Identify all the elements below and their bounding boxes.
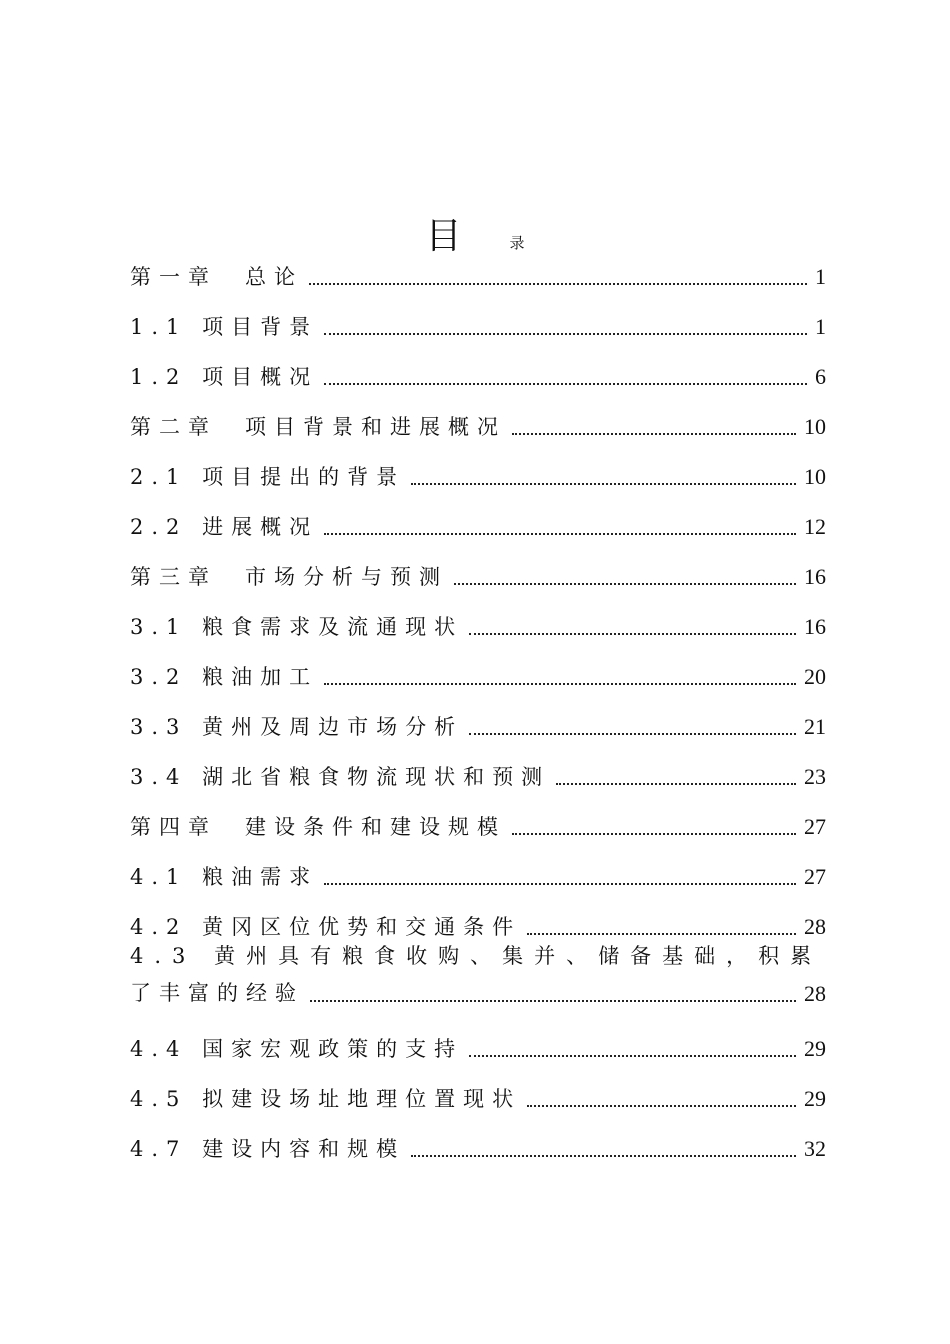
toc-entry[interactable] (130, 252, 826, 302)
toc-page-number: 21 (804, 714, 826, 739)
toc-entry-label: 4.2 黄冈区位优势和交通条件 (130, 915, 522, 939)
toc-page-number: 23 (804, 764, 826, 789)
toc-leader (324, 331, 807, 335)
toc-entry-label: 3.3 黄州及周边市场分析 (130, 715, 464, 739)
toc-leader (512, 431, 796, 435)
table-of-contents (130, 252, 826, 1174)
toc-leader (469, 731, 796, 735)
toc-page-number: 32 (804, 1136, 826, 1161)
toc-leader (454, 581, 796, 585)
toc-entry[interactable] (130, 302, 826, 352)
toc-page-number: 1 (815, 264, 826, 289)
toc-page-number: 12 (804, 514, 826, 539)
toc-entry-label: 2.1 项目提出的背景 (130, 465, 406, 489)
toc-entry[interactable] (130, 452, 826, 502)
toc-entry[interactable] (130, 552, 826, 602)
toc-leader (411, 481, 796, 485)
toc-leader (556, 781, 796, 785)
toc-entry-label: 4.1 粮油需求 (130, 865, 319, 889)
toc-leader (411, 1153, 796, 1157)
toc-page-number: 6 (815, 364, 826, 389)
toc-entry-label: 第一章 (130, 265, 217, 289)
toc-entry-label: 市场分析与预测 (245, 565, 448, 589)
toc-page-number: 16 (804, 614, 826, 639)
toc-entry-label: 4.5 拟建设场址地理位置现状 (130, 1087, 522, 1111)
toc-entry-label: 项目背景和进展概况 (245, 415, 506, 439)
toc-page-number: 27 (804, 814, 826, 839)
toc-entry-label: 第二章 (130, 415, 217, 439)
toc-page-number: 28 (804, 981, 826, 1006)
toc-entry-label: 1.2 项目概况 (130, 365, 319, 389)
toc-entry[interactable] (130, 602, 826, 652)
toc-entry-label: 建设条件和建设规模 (245, 815, 506, 839)
toc-leader (512, 831, 796, 835)
toc-page-number: 10 (804, 414, 826, 439)
toc-entry[interactable] (130, 1024, 826, 1074)
toc-page-number: 29 (804, 1086, 826, 1111)
toc-entry-label-line1: 4.3 黄州具有粮食收购、集并、储备基础，积累 (130, 944, 823, 968)
toc-page-number: 29 (804, 1036, 826, 1061)
toc-leader (469, 1053, 796, 1057)
toc-entry-label: 4.4 国家宏观政策的支持 (130, 1037, 464, 1061)
toc-leader (324, 681, 796, 685)
toc-leader (527, 1103, 796, 1107)
toc-entry-label: 总论 (245, 265, 303, 289)
toc-title-sub: 录 (509, 234, 525, 252)
toc-page-number: 1 (815, 314, 826, 339)
toc-entry[interactable] (130, 752, 826, 802)
toc-leader (527, 931, 796, 935)
toc-entry[interactable] (130, 352, 826, 402)
toc-entry[interactable] (130, 1124, 826, 1174)
toc-entry[interactable] (130, 852, 826, 902)
toc-entry-label-line2: 了丰富的经验 (130, 981, 304, 1005)
toc-leader (310, 998, 796, 1002)
toc-leader (324, 881, 796, 885)
toc-entry[interactable] (130, 702, 826, 752)
toc-entry-label: 3.2 粮油加工 (130, 665, 319, 689)
toc-entry[interactable] (130, 402, 826, 452)
toc-leader (469, 631, 796, 635)
toc-page-number: 16 (804, 564, 826, 589)
toc-leader (324, 531, 796, 535)
toc-entry-label: 4.7 建设内容和规模 (130, 1137, 406, 1161)
toc-entry-label: 3.4 湖北省粮食物流现状和预测 (130, 765, 551, 789)
toc-page-number: 20 (804, 664, 826, 689)
toc-page-number: 27 (804, 864, 826, 889)
toc-entry[interactable] (130, 1074, 826, 1124)
toc-entry-label: 2.2 进展概况 (130, 515, 319, 539)
toc-page-number: 10 (804, 464, 826, 489)
toc-entry[interactable] (130, 802, 826, 852)
toc-entry-label: 第四章 (130, 815, 217, 839)
toc-page-number: 28 (804, 914, 826, 939)
toc-entry[interactable] (130, 652, 826, 702)
toc-entry[interactable] (130, 502, 826, 552)
toc-entry-label: 第三章 (130, 565, 217, 589)
toc-entry-label: 3.1 粮食需求及流通现状 (130, 615, 464, 639)
toc-entry-multiline[interactable] (130, 938, 826, 1012)
toc-entry-label: 1.1 项目背景 (130, 315, 319, 339)
toc-title-main: 目 (425, 216, 462, 257)
toc-title (0, 208, 950, 257)
toc-leader (324, 381, 807, 385)
toc-leader (309, 281, 807, 285)
